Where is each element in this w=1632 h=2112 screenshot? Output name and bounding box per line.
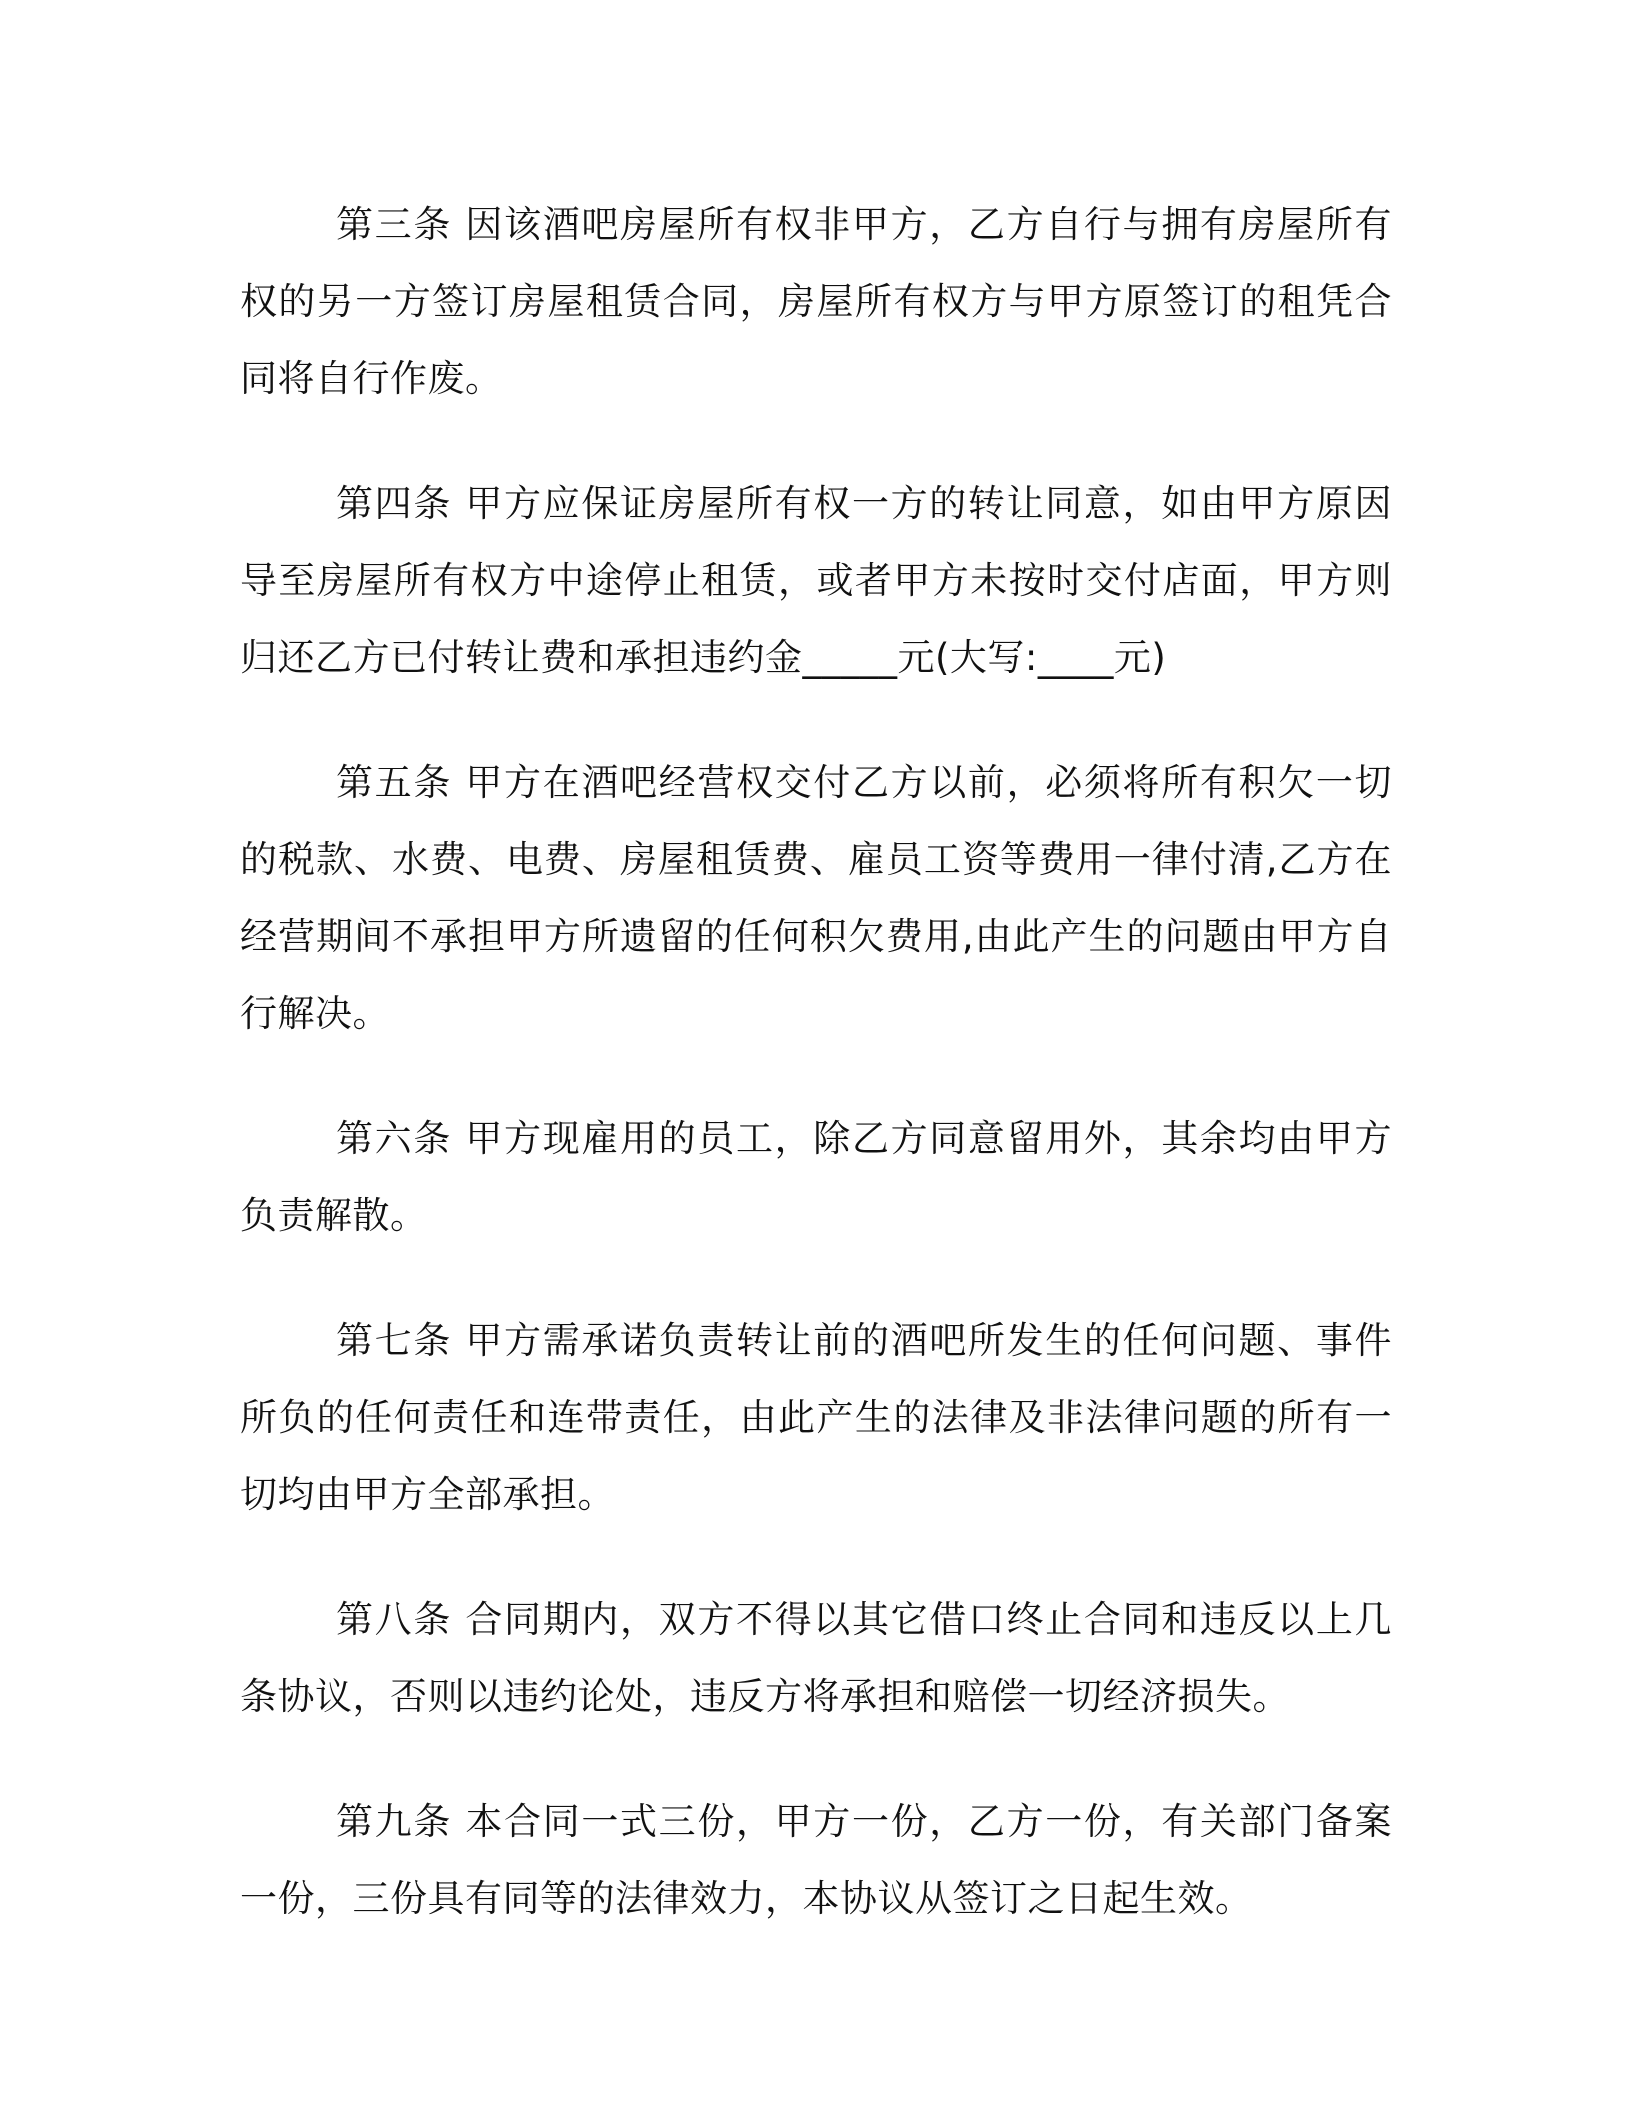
clause-3: 第三条 因该酒吧房屋所有权非甲方，乙方自行与拥有房屋所有权的另一方签订房屋租赁合同，房屋所有权方与甲方原签订的租凭合同将自行作废。 xyxy=(240,203,1392,400)
clause-5: 第五条 甲方在酒吧经营权交付乙方以前，必须将所有积欠一切的税款、水费、电费、房屋租赁费、雇员工资等费用一律付清,乙方在经营期间不承担甲方所遗留的任何积欠费用,由此产生的问题由甲方自行解决。 xyxy=(240,761,1392,1035)
document-body xyxy=(240,186,1392,1937)
clause-9: 第九条 本合同一式三份，甲方一份，乙方一份，有关部门备案一份，三份具有同等的法律效力，本协议从签订之日起生效。 xyxy=(240,1800,1392,1920)
clause-6: 第六条 甲方现雇用的员工，除乙方同意留用外，其余均由甲方负责解散。 xyxy=(240,1117,1392,1237)
clause-4: 第四条 甲方应保证房屋所有权一方的转让同意，如由甲方原因导至房屋所有权方中途停止租赁，或者甲方未按时交付店面，甲方则归还乙方已付转让费和承担违约金_____元(大写:____元) xyxy=(240,482,1392,679)
clause-8: 第八条 合同期内，双方不得以其它借口终止合同和违反以上几条协议，否则以违约论处，违反方将承担和赔偿一切经济损失。 xyxy=(240,1598,1392,1718)
clause-7: 第七条 甲方需承诺负责转让前的酒吧所发生的任何问题、事件所负的任何责任和连带责任，由此产生的法律及非法律问题的所有一切均由甲方全部承担。 xyxy=(240,1319,1392,1516)
